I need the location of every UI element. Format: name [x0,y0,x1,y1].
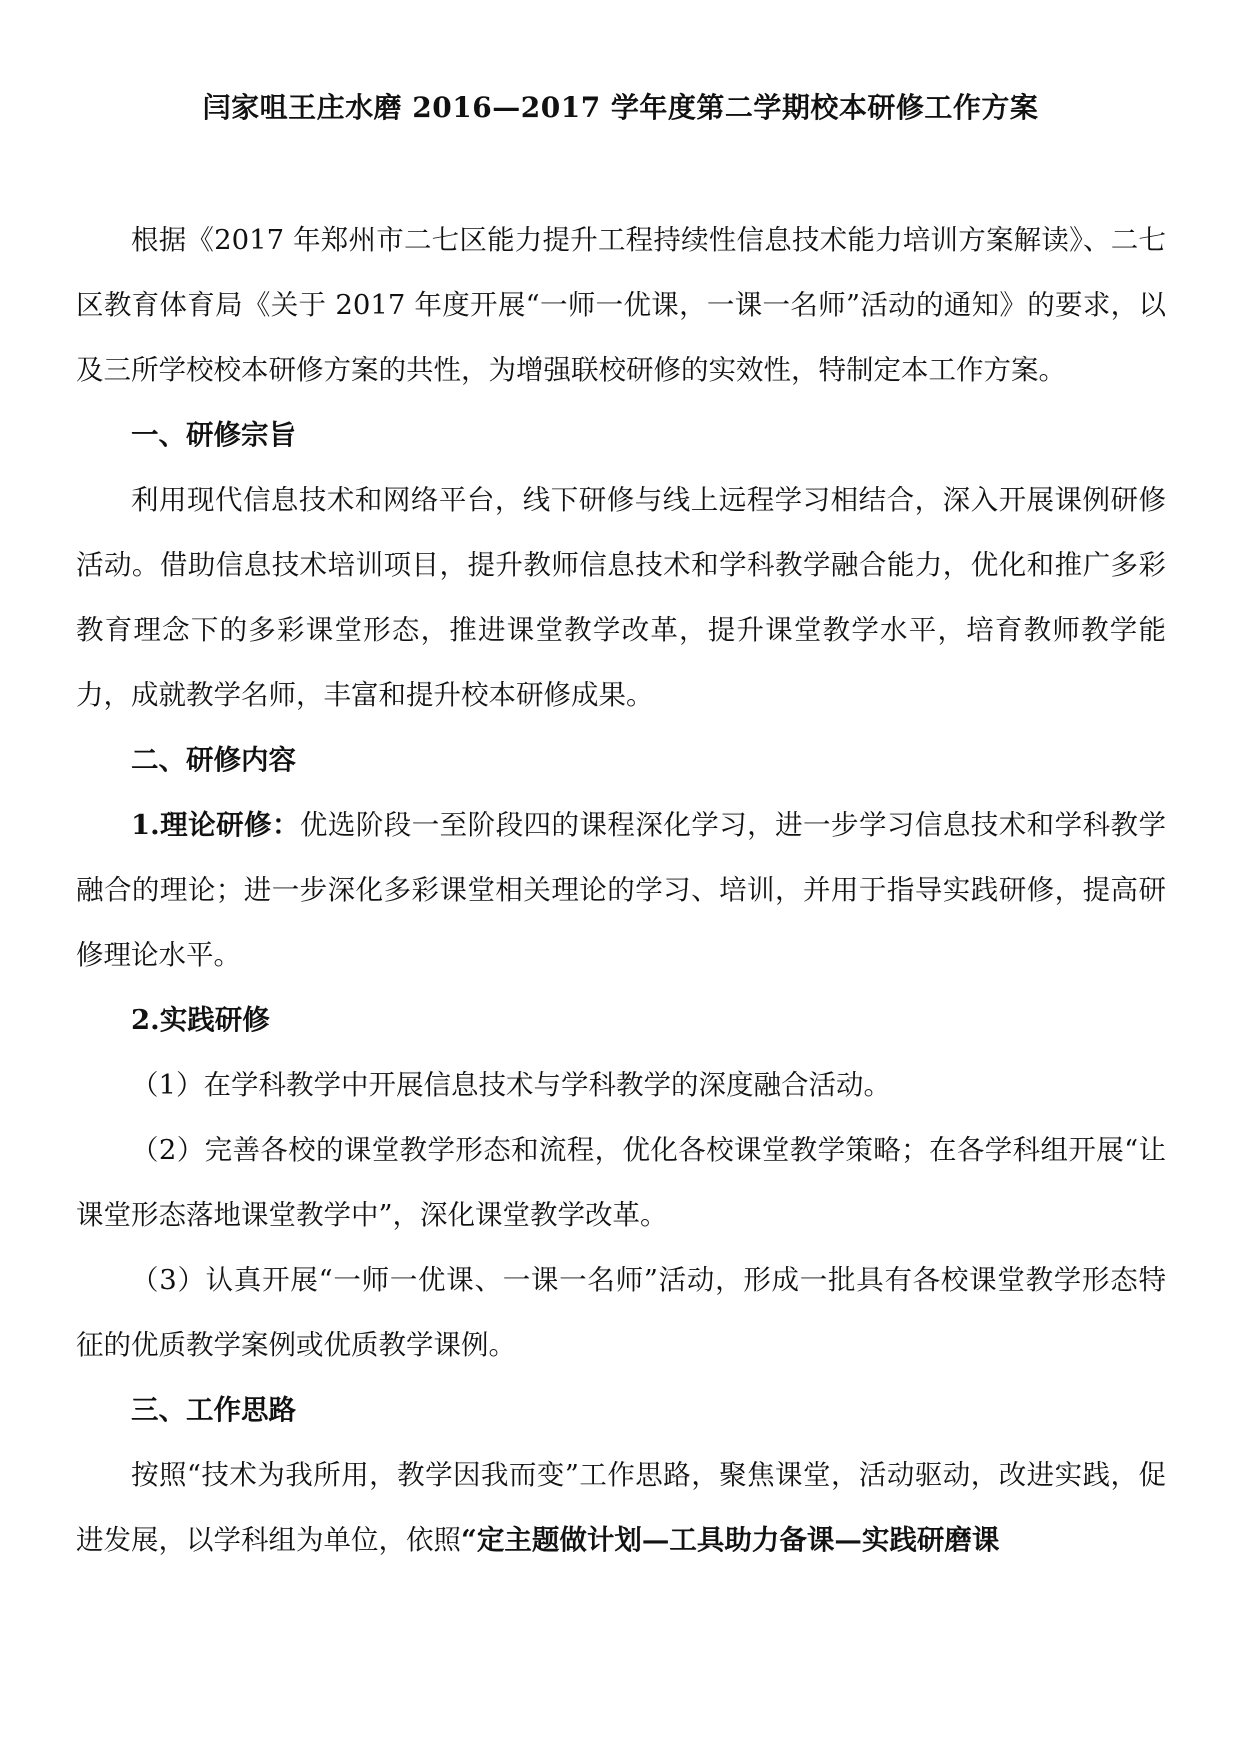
practice-heading: 2.实践研修 [131,1004,270,1036]
section-heading-approach: 三、工作思路 [131,1394,296,1426]
purpose-paragraph: 利用现代信息技术和网络平台，线下研修与线上远程学习相结合，深入开展课例研修活动。借助信息技术培训项目，提升教师信息技术和学科教学融合能力，优化和推广多彩教育理念下的多彩课堂形态，推进课堂教学改革，提升课堂教学水平，培育教师教学能力，成就教学名师，丰富和提升校本研修成果。 [76,484,1166,711]
theory-lead: 1.理论研修： [131,809,300,841]
section-heading-purpose: 一、研修宗旨 [131,419,296,451]
practice-item-1: （1）在学科教学中开展信息技术与学科教学的深度融合活动。 [131,1069,891,1101]
theory-paragraph [76,793,1166,988]
approach-text: 按照“技术为我所用，教学因我而变”工作思路，聚焦课堂，活动驱动，改进实践，促进发展，以学科组为单位，依照 [76,1459,1166,1556]
intro-paragraph: 根据《2017 年郑州市二七区能力提升工程持续性信息技术能力培训方案解读》、二七区教育体育局《关于 2017 年度开展“一师一优课，一课一名师”活动的通知》的要求，以及三所学校校本研修方案的共性，为增强联校研修的实效性，特制定本工作方案。 [76,224,1166,386]
approach-paragraph [76,1443,1166,1573]
document-body [76,208,1166,1573]
theory-text: 优选阶段一至阶段四的课程深化学习，进一步学习信息技术和学科教学融合的理论；进一步深化多彩课堂相关理论的学习、培训，并用于指导实践研修，提高研修理论水平。 [76,809,1166,971]
practice-item-2: （2）完善各校的课堂教学形态和流程，优化各校课堂教学策略；在各学科组开展“让课堂形态落地课堂教学中”，深化课堂教学改革。 [76,1134,1166,1231]
section-heading-content: 二、研修内容 [131,744,296,776]
page-title: 闫家咀王庄水磨 2016—2017 学年度第二学期校本研修工作方案 [202,91,1039,124]
approach-text-bold: “定主题做计划—工具助力备课—实践研磨课 [461,1524,1000,1556]
practice-item-3: （3）认真开展“一师一优课、一课一名师”活动，形成一批具有各校课堂教学形态特征的优质教学案例或优质教学课例。 [76,1264,1166,1361]
